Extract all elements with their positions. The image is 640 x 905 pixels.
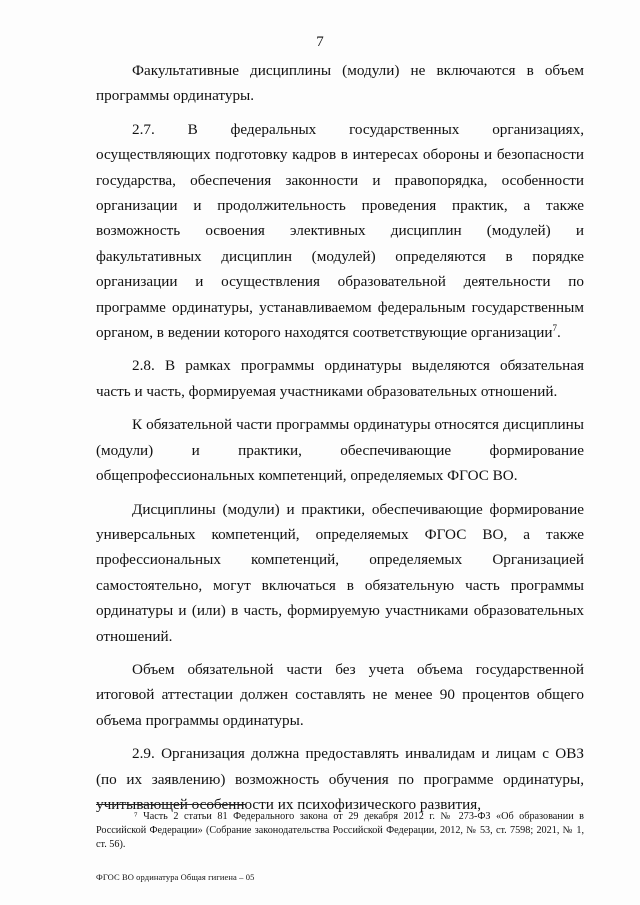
paragraph-optional-disciplines: Факультативные дисциплины (модули) не включаются в объем программы ординатуры.	[96, 62, 584, 105]
document-footer: ФГОС ВО ординатура Общая гигиена – 05	[96, 872, 255, 882]
paragraph-2-7-text: 2.7. В федеральных государственных организациях, осуществляющих подготовку кадров в интересах обороны и безопасности государства, обеспечения законности и правопорядка, особенности организации и продолжительность проведения практик, а также возможность освоения элективных дисциплин (модулей) и факультативных дисциплин (модулей) определяются в порядке организации и осуществления образовательной деятельности по программе ординатуры, устанавливаемом федеральным государственным органом, в ведении которого находятся соответствующие организации	[96, 120, 584, 342]
paragraph-volume: Объем обязательной части без учета объема государственной итоговой аттестации должен составлять не менее 90 процентов общего объема программы ординатуры.	[96, 660, 584, 729]
page-number: 7	[316, 34, 324, 50]
paragraph-mandatory-part: К обязательной части программы ординатуры относятся дисциплины (модули) и практики, обеспечивающие формирование общепрофессиональных компетенций, определяемых ФГОС ВО.	[96, 416, 584, 485]
paragraph-2-8: 2.8. В рамках программы ординатуры выделяются обязательная часть и часть, формируемая участниками образовательных отношений.	[96, 357, 584, 400]
paragraph-2-9: 2.9. Организация должна предоставлять инвалидам и лицам с ОВЗ (по их заявлению) возможность обучения по программе ординатуры, учитывающей особенности их психофизического развития,	[96, 745, 584, 813]
document-body	[96, 58, 584, 825]
footnote-marker: 7	[552, 323, 557, 333]
paragraph-2-7: 2.7. В федеральных государственных организациях, осуществляющих подготовку кадров в интересах обороны и безопасности государства, обеспечения законности и правопорядка, особенности организации и продолжительность проведения практик, а также возможность освоения элективных дисциплин (модулей) и факультативных дисциплин (модулей) определяются в порядке организации и осуществления образовательной деятельности по программе ординатуры, устанавливаемом федеральным государственным органом, в ведении которого находятся соответствующие организации$^7$.	[96, 120, 584, 342]
paragraph-competencies: Дисциплины (модули) и практики, обеспечивающие формирование универсальных компетенций, определяемых ФГОС ВО, а также профессиональных компетенций, определяемых Организацией самостоятельно, могут включаться в обязательную часть программы ординатуры и (или) в часть, формируемую участниками образовательных отношений.	[96, 500, 584, 645]
footnote: ⁷ Часть 2 статьи 81 Федерального закона от 29 декабря 2012 г. № 273-ФЗ «Об образовании в Российской Федерации» (Собрание законодательства Российской Федерации, 2012, № 53, ст. 7598; 2021, № 1, ст. 56).	[96, 811, 584, 850]
footnote-separator	[96, 804, 246, 805]
